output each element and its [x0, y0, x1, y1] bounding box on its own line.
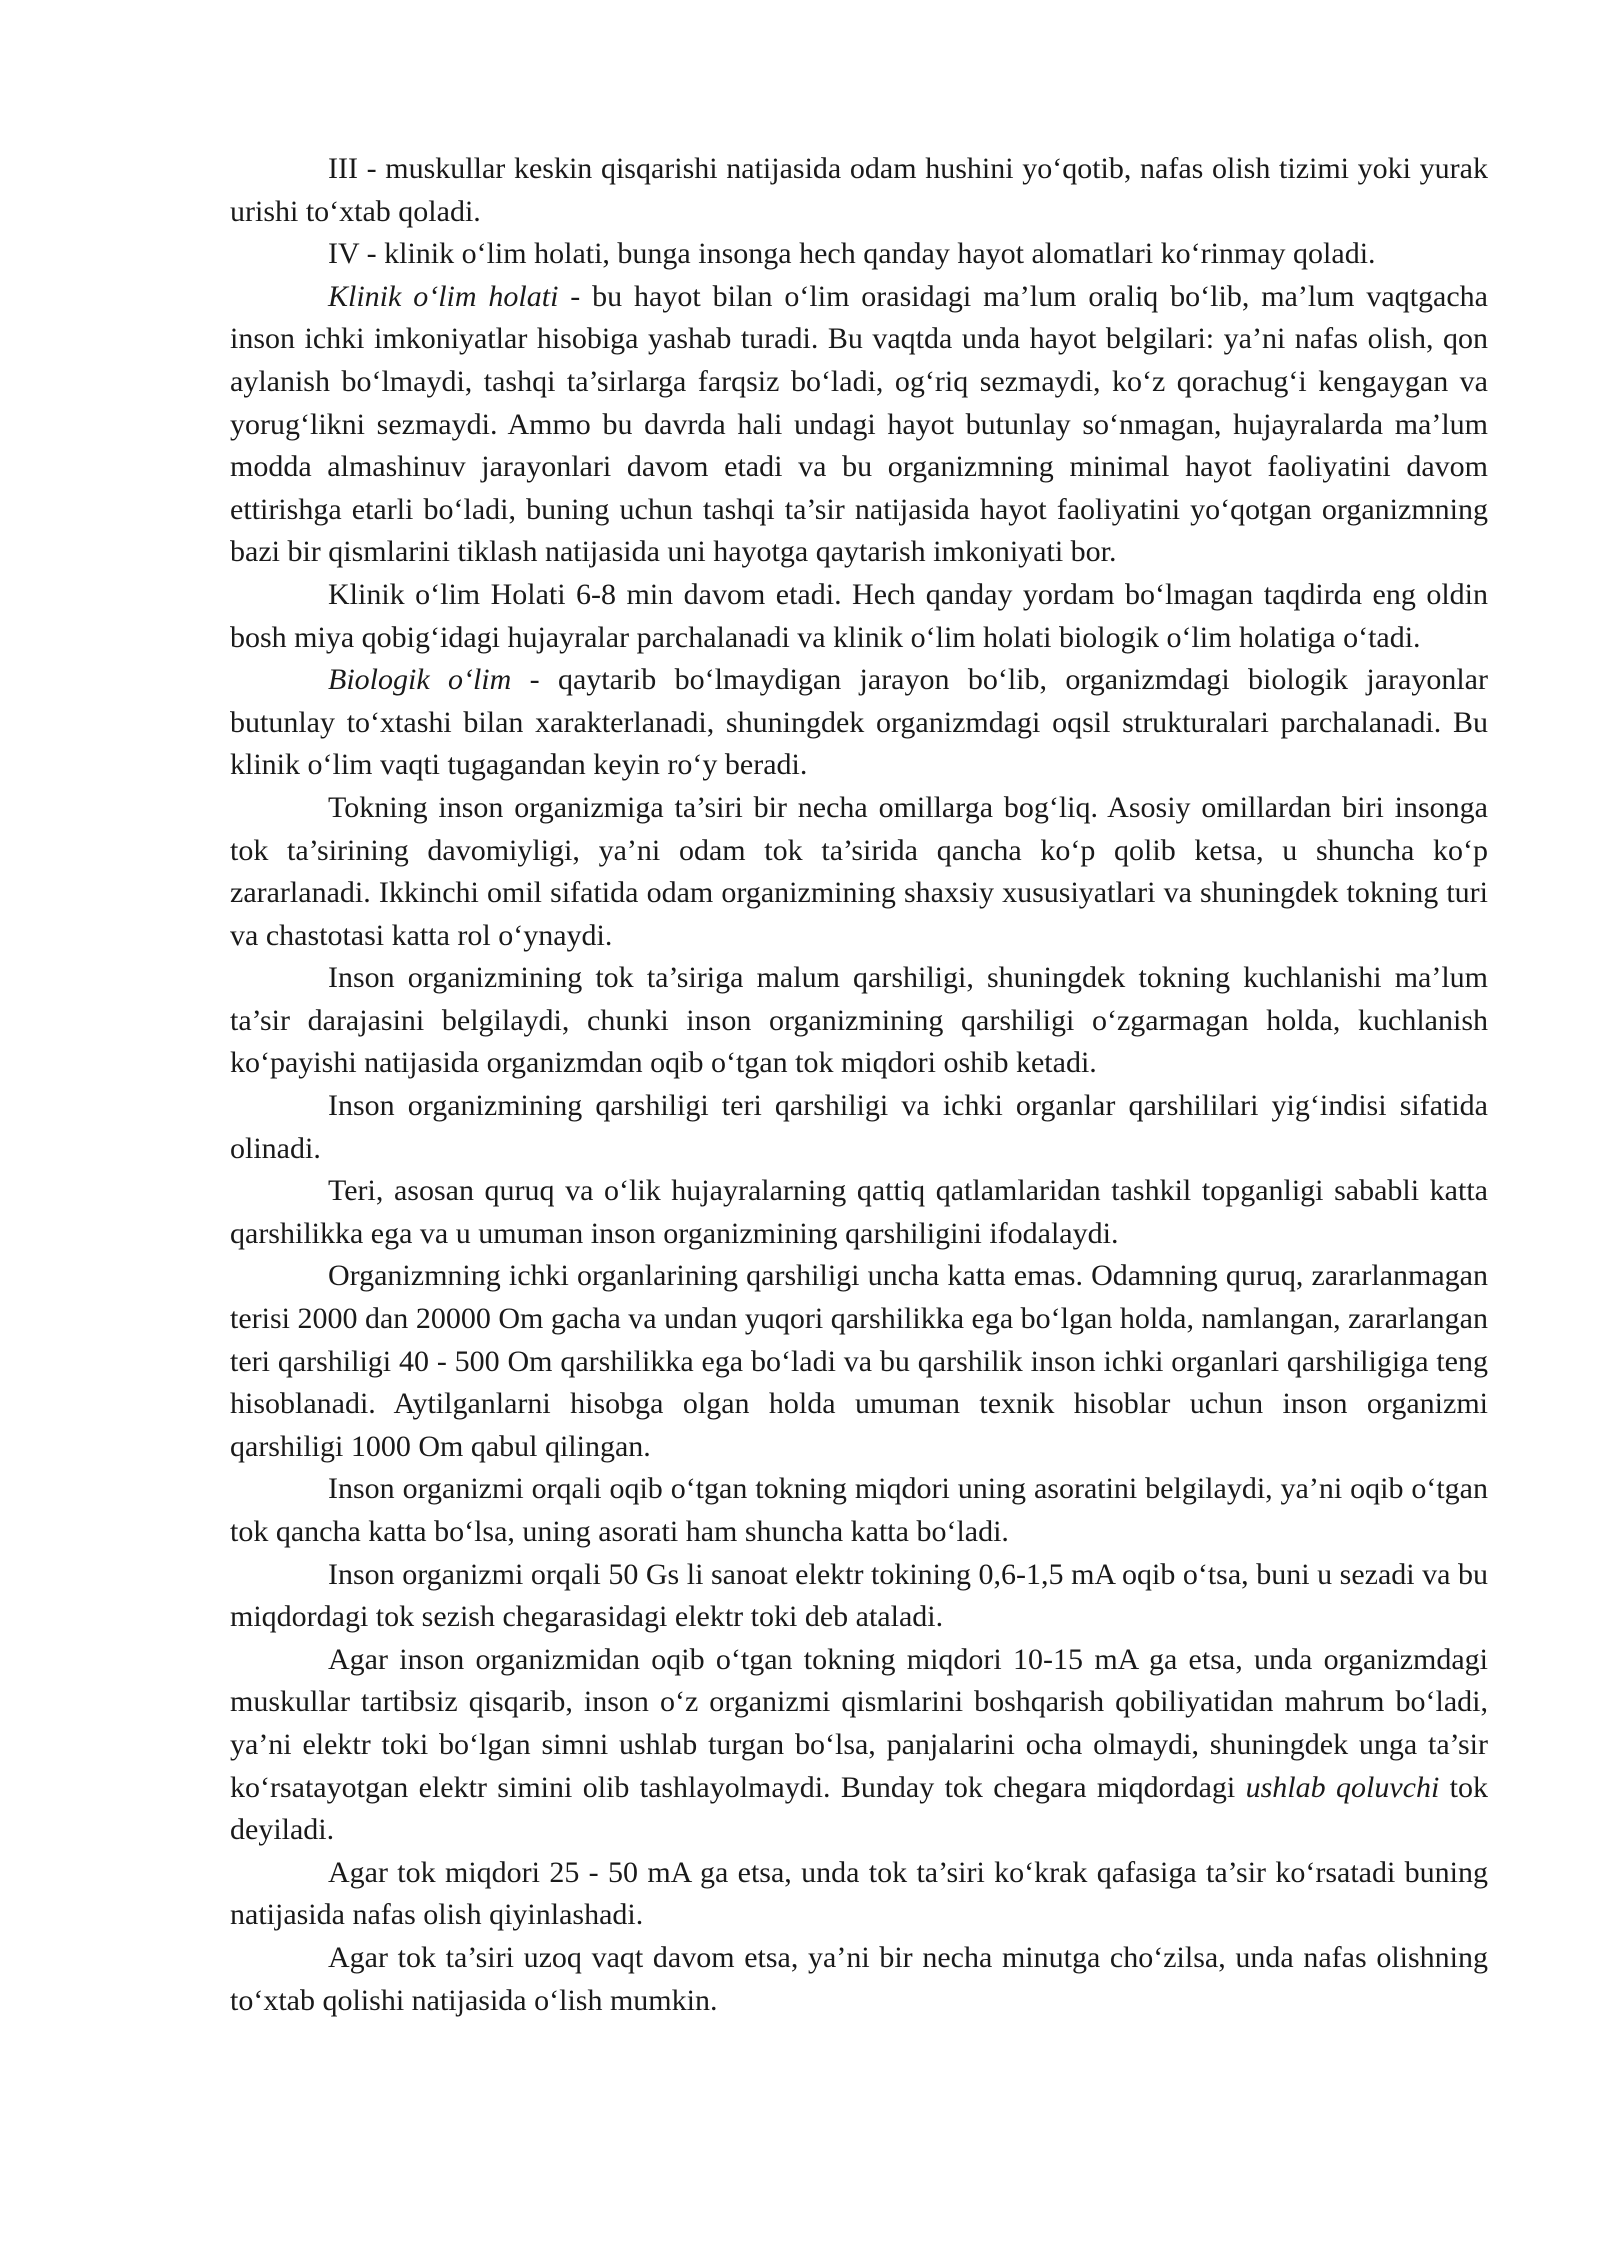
paragraph-text: Inson organizmi orqali 50 Gs li sanoat elektr tokining 0,6-1,5 mA oqib o‘tsa, buni u sezadi va bu miqdordagi tok sezish chegarasidagi elektr toki deb ataladi.	[230, 1557, 1488, 1634]
paragraph-internal-organs	[230, 1255, 1488, 1468]
paragraph-current-amount	[230, 1468, 1488, 1553]
paragraph-text: Inson organizmining tok ta’siriga malum qarshiligi, shuningdek tokning kuchlanishi ma’lum ta’sir darajasini belgilaydi, chunki inson organizmining qarshiligi o‘zgarmagan holda, kuchlanish ko‘payishi natijasida organizmdan oqib o‘tgan tok miqdori oshib ketadi.	[230, 961, 1488, 1080]
paragraph-text: - bu hayot bilan o‘lim orasidagi ma’lum oraliq bo‘lib, ma’lum vaqtgacha inson ichki imkoniyatlar hisobiga yashab turadi. Bu vaqtda unda hayot belgilari: ya’ni nafas olish, qon aylanish bo‘lmaydi, tashqi ta’sirlarga farqsiz bo‘ladi, og‘riq sezmaydi, ko‘z qorachug‘i kengaygan va yorug‘likni sezmaydi. Ammo bu davrda hali undagi hayot butunlay so‘nmagan, hujayralarda ma’lum modda almashinuv jarayonlari davom etadi va bu organizmning minimal hayot faoliyatini davom ettirishga etarli bo‘ladi, buning uchun tashqi ta’sir natijasida hayot faoliyatini yo‘qotgan organizmning bazi bir qismlarini tiklash natijasida uni hayotga qaytarish imkoniyati bor.	[230, 279, 1488, 569]
paragraph-text: Inson organizmi orqali oqib o‘tgan tokning miqdori uning asoratini belgilaydi, ya’ni oqib o‘tgan tok qancha katta bo‘lsa, uning asorati ham shuncha katta bo‘ladi.	[230, 1472, 1488, 1548]
term-holding-current: ushlab qoluvchi	[1245, 1770, 1440, 1804]
paragraph-text: - qaytarib bo‘lmaydigan jarayon bo‘lib, organizmdagi biologik jarayonlar butunlay to‘xtashi bilan xarakterlanadi, shuningdek organizmdagi oqsil strukturalari parchalanadi. Bu klinik o‘lim vaqti tugagandan keyin ro‘y beradi.	[230, 663, 1488, 782]
paragraph-holding-current	[230, 1639, 1488, 1852]
paragraph-text: III - muskullar keskin qisqarishi natijasida odam hushini yo‘qotib, nafas olish tizimi yoki yurak urishi to‘xtab qoladi.	[230, 152, 1488, 228]
paragraph-body-resistance	[230, 957, 1488, 1085]
paragraph-text: Agar inson organizmidan oqib o‘tgan tokning miqdori 10-15 mA ga etsa, unda organizmdagi muskullar tartibsiz qisqarib, inson o‘z organizmi qismlarini boshqarish qobiliyatidan mahrum bo‘ladi, ya’ni elektr toki bo‘lgan simni ushlab turgan bo‘lsa, panjalarini ocha olmaydi, shuningdek unga ta’sir ko‘rsatayotgan elektr simini olib tashlayolmaydi. Bunday tok chegara miqdordagi	[230, 1642, 1488, 1804]
paragraph-stage-4	[230, 233, 1488, 276]
paragraph-current-factors	[230, 787, 1488, 957]
paragraph-text-after: tok deyiladi.	[230, 1770, 1489, 1847]
term-biological-death: Biologik o‘lim	[328, 663, 512, 697]
paragraph-resistance-sum	[230, 1085, 1488, 1170]
paragraph-text: Agar tok ta’siri uzoq vaqt davom etsa, ya’ni bir necha minutga cho‘zilsa, unda nafas olishning to‘xtab qolishi natijasida o‘lish mumkin.	[230, 1940, 1488, 2017]
paragraph-stage-3	[230, 148, 1488, 233]
paragraph-clinical-duration	[230, 574, 1488, 659]
paragraph-text: Inson organizmining qarshiligi teri qarshiligi va ichki organlar qarshililari yig‘indisi sifatida olinadi.	[230, 1089, 1488, 1165]
document-page	[230, 148, 1488, 2022]
term-clinical-death: Klinik o‘lim holati	[328, 279, 559, 313]
paragraph-clinical-death	[230, 276, 1488, 574]
paragraph-breathing-difficulty	[230, 1852, 1488, 1937]
paragraph-text: IV - klinik o‘lim holati, bunga insonga hech qanday hayot alomatlari ko‘rinmay qoladi.	[328, 237, 1376, 271]
paragraph-skin	[230, 1170, 1488, 1255]
paragraph-text: Agar tok miqdori 25 - 50 mA ga etsa, unda tok ta’siri ko‘krak qafasiga ta’sir ko‘rsatadi buning natijasida nafas olish qiyinlashadi.	[230, 1855, 1488, 1932]
paragraph-biological-death	[230, 659, 1488, 787]
paragraph-text: Tokning inson organizmiga ta’siri bir necha omillarga bog‘liq. Asosiy omillardan biri insonga tok ta’sirining davomiyligi, ya’ni odam tok ta’sirida qancha ko‘p qolib ketsa, u shuncha ko‘p zararlanadi. Ikkinchi omil sifatida odam organizmining shaxsiy xususiyatlari va shuningdek tokning turi va chastotasi katta rol o‘ynaydi.	[230, 790, 1488, 952]
paragraph-sensation-threshold	[230, 1554, 1488, 1639]
paragraph-text: Organizmning ichki organlarining qarshiligi uncha katta emas. Odamning quruq, zararlanmagan terisi 2000 dan 20000 Om gacha va undan yuqori qarshilikka ega bo‘lgan holda, namlangan, zararlangan teri qarshiligi 40 - 500 Om qarshilikka ega bo‘ladi va bu qarshilik inson ichki organlari qarshiligiga teng hisoblanadi. Aytilganlarni hisobga olgan holda umuman texnik hisoblar uchun inson organizmi qarshiligi 1000 Om qabul qilingan.	[230, 1259, 1488, 1463]
paragraph-text: Teri, asosan quruq va o‘lik hujayralarning qattiq qatlamlaridan tashkil topganligi sababli katta qarshilikka ega va u umuman inson organizmining qarshiligini ifodalaydi.	[230, 1174, 1488, 1250]
paragraph-text: Klinik o‘lim Holati 6-8 min davom etadi. Hech qanday yordam bo‘lmagan taqdirda eng oldin bosh miya qobig‘idagi hujayralar parchalanadi va klinik o‘lim holati biologik o‘lim holatiga o‘tadi.	[230, 577, 1488, 654]
paragraph-fatal	[230, 1937, 1488, 2022]
